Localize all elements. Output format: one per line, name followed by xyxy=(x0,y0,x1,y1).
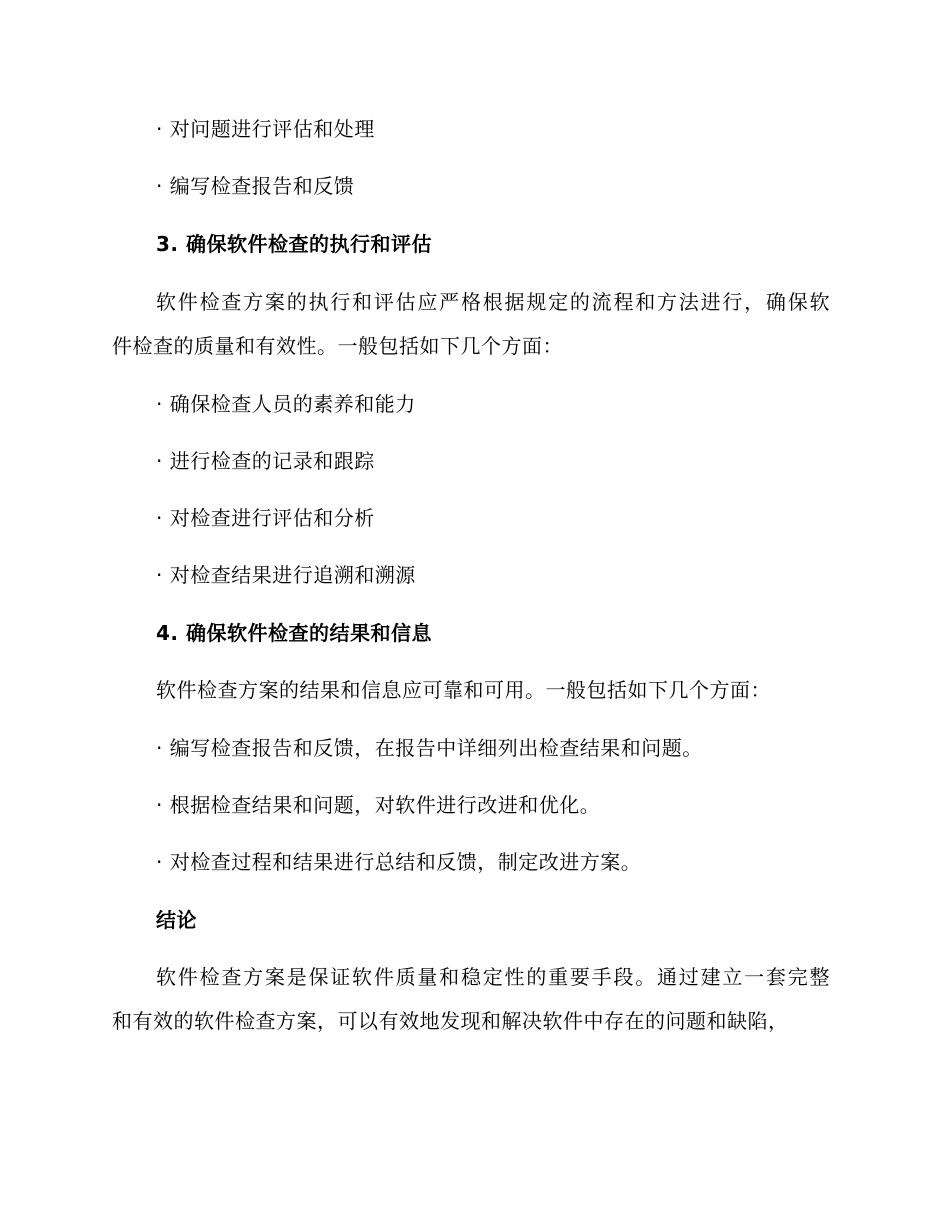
paragraph-text: 软件检查方案的执行和评估应严格根据规定的流程和方法进行，确保软 xyxy=(156,290,830,314)
paragraph-text: 软件检查方案是保证软件质量和稳定性的重要手段。通过建立一套完整 xyxy=(156,965,830,989)
section-heading-3: 3. 确保软件检查的执行和评估 xyxy=(156,232,432,256)
conclusion-heading: 结论 xyxy=(156,908,197,932)
bullet-item: · 对检查进行评估和分析 xyxy=(156,506,375,530)
paragraph-line xyxy=(156,288,830,316)
paragraph-line: 件检查的质量和有效性。一般包括如下几个方面： xyxy=(112,334,563,358)
bullet-item: · 编写检查报告和反馈 xyxy=(156,174,355,198)
bullet-item: · 根据检查结果和问题，对软件进行改进和优化。 xyxy=(156,793,601,817)
bullet-item: · 对问题进行评估和处理 xyxy=(156,117,375,141)
bullet-item: · 对检查过程和结果进行总结和反馈，制定改进方案。 xyxy=(156,850,642,874)
paragraph-line xyxy=(156,963,830,991)
bullet-item: · 进行检查的记录和跟踪 xyxy=(156,449,375,473)
bullet-item: · 确保检查人员的素养和能力 xyxy=(156,392,416,416)
section-heading-4: 4. 确保软件检查的结果和信息 xyxy=(156,621,432,645)
paragraph-line: 和有效的软件检查方案，可以有效地发现和解决软件中存在的问题和缺陷， xyxy=(112,1009,789,1033)
bullet-item: · 对检查结果进行追溯和溯源 xyxy=(156,563,416,587)
bullet-item: · 编写检查报告和反馈，在报告中详细列出检查结果和问题。 xyxy=(156,736,703,760)
paragraph-line: 软件检查方案的结果和信息应可靠和可用。一般包括如下几个方面： xyxy=(156,678,771,702)
